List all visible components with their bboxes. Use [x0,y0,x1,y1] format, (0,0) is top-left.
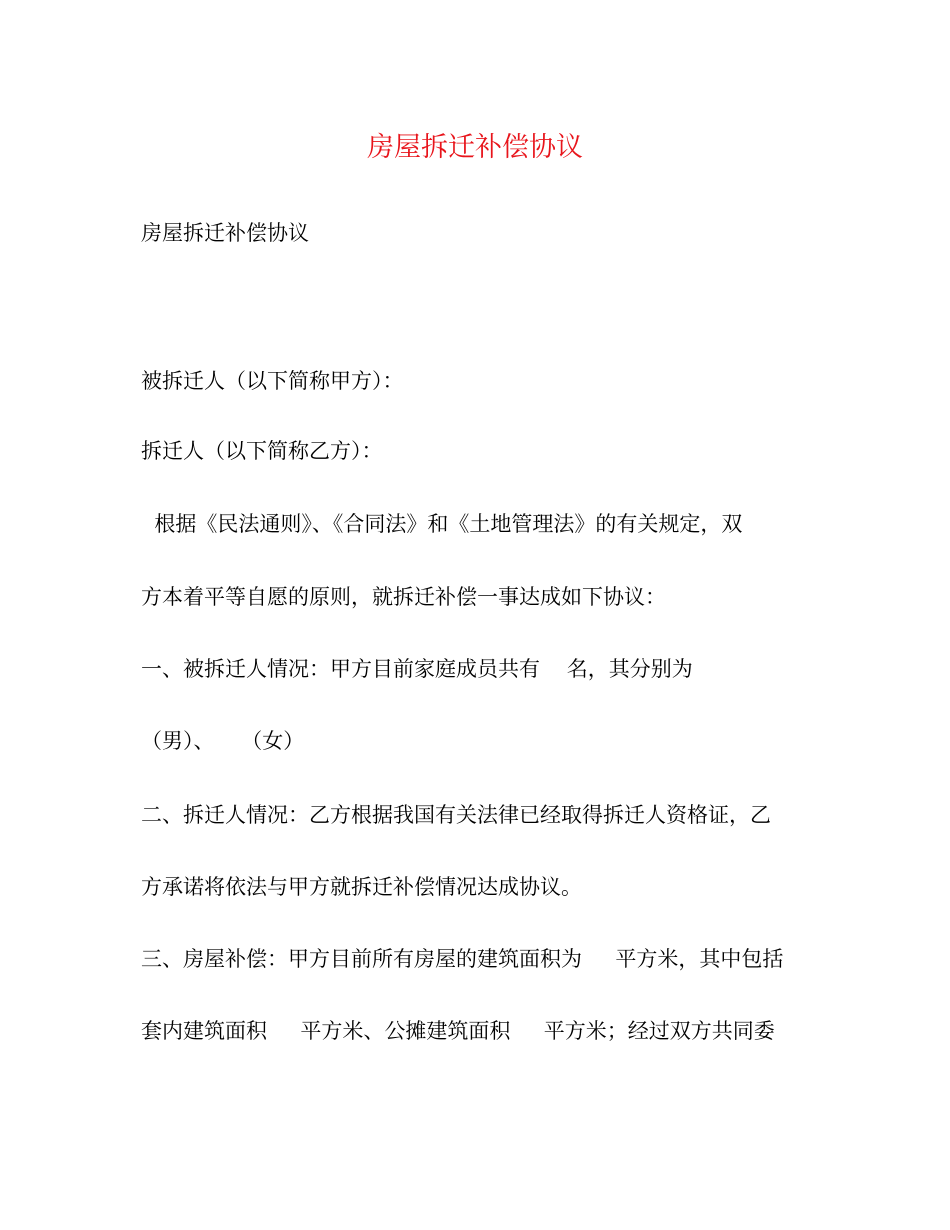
party-a-line: 被拆迁人（以下简称甲方）： [141,369,404,393]
clause-2-continuation: 方承诺将依法与甲方就拆迁补偿情况达成协议。 [141,875,582,899]
clause-3-continuation: 套内建筑面积 平方米、公摊建筑面积 平方米；经过双方共同委 [141,1019,775,1043]
clause-1-continuation: （男）、 （女） [141,729,305,753]
paragraph-line: 根据《民法通则》、《合同法》和《土地管理法》的有关规定，双 [141,512,743,536]
document-title: 房屋拆迁补偿协议 [367,132,583,163]
clause-1-line: 一、被拆迁人情况：甲方目前家庭成员共有 名，其分别为 [141,657,693,681]
clause-2-line: 二、拆迁人情况：乙方根据我国有关法律已经取得拆迁人资格证，乙 [141,803,771,827]
paragraph-line: 方本着平等自愿的原则，就拆迁补偿一事达成如下协议： [141,585,666,609]
subtitle-line: 房屋拆迁补偿协议 [141,221,309,245]
clause-3-line: 三、房屋补偿：甲方目前所有房屋的建筑面积为 平方米，其中包括 [141,947,784,971]
party-b-line: 拆迁人（以下简称乙方）： [141,439,383,463]
